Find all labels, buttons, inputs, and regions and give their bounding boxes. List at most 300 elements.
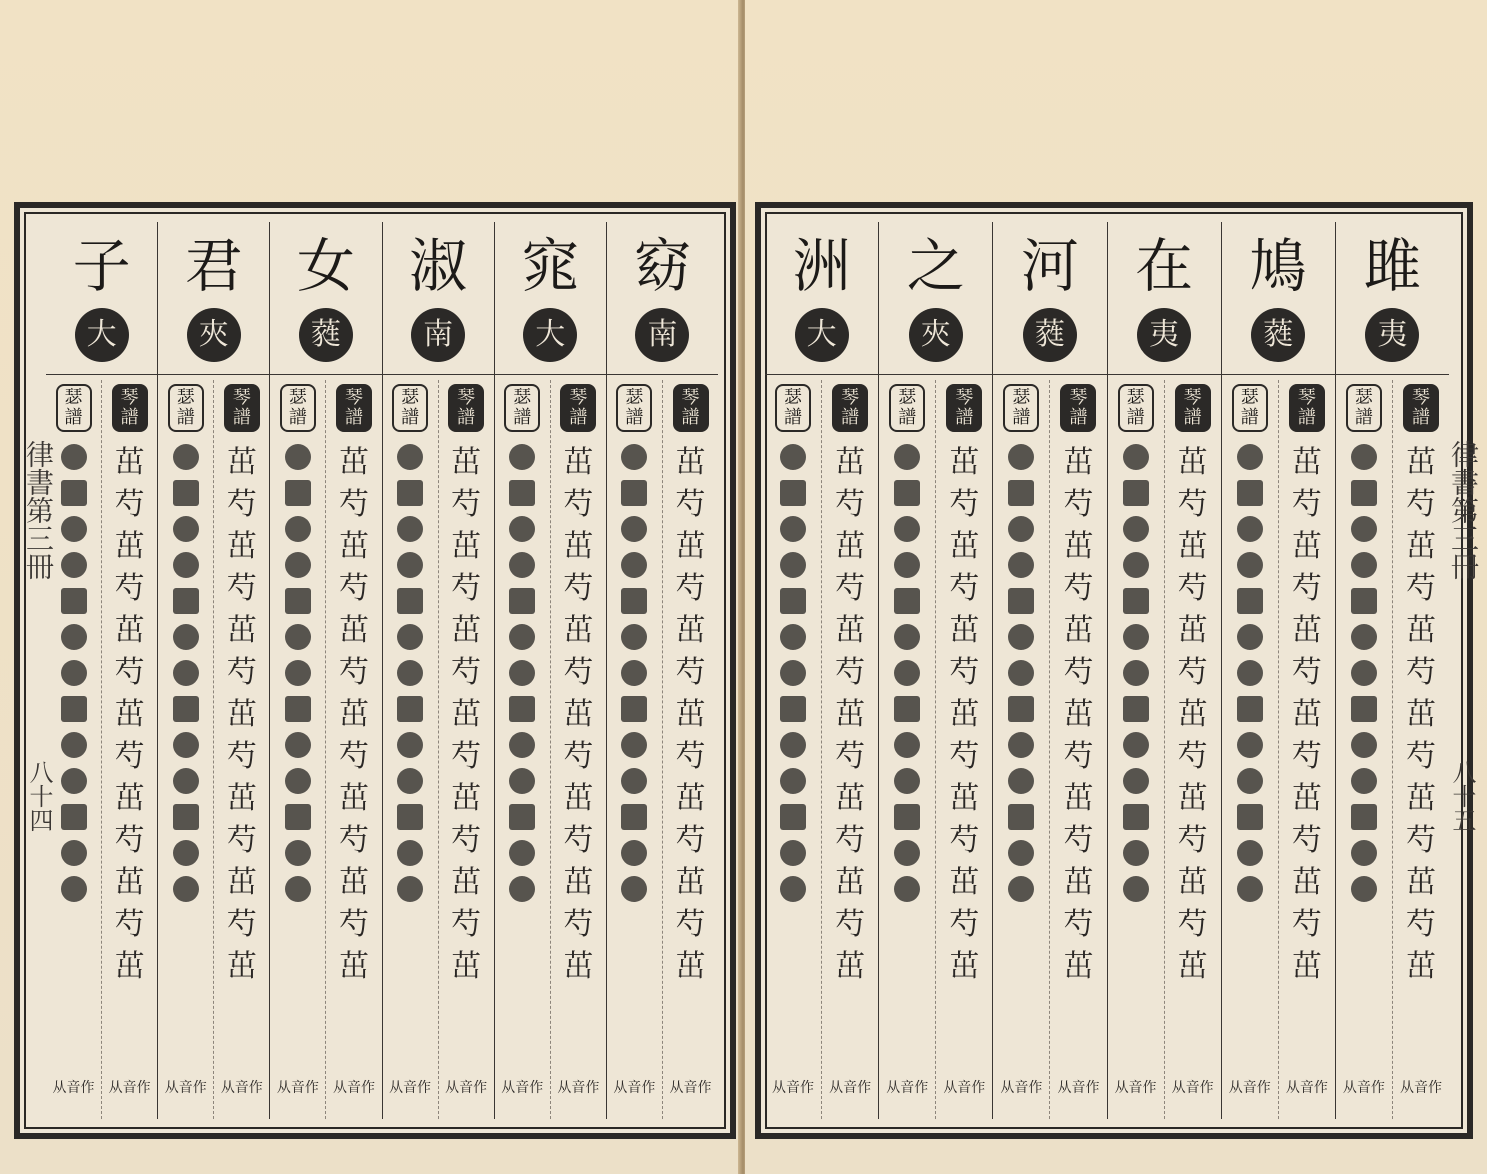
tablature-glyphs [822,444,878,986]
tablature-glyph: 芍 [949,487,980,522]
pitch-mark [1008,804,1034,830]
tablature-glyph: 芍 [835,655,866,690]
footer-mark: 从音作 [501,1080,544,1096]
tablature-glyph: 茁 [835,613,866,648]
pitch-mark [1123,876,1149,902]
right-page [745,0,1487,1174]
tablature-glyph: 茁 [338,529,369,564]
pitch-mark [509,624,535,650]
pitch-note-circle: 大 [75,308,129,362]
tablature-glyph: 芍 [949,823,980,858]
tablature-glyph: 芍 [1063,655,1094,690]
qin-score-badge: 琴譜 [448,384,484,432]
footer-mark: 从音作 [445,1080,488,1096]
tablature-glyph: 芍 [1406,655,1436,690]
tablature-glyphs [326,444,381,986]
tablature-glyph: 芍 [1291,487,1322,522]
pitch-mark [621,696,647,722]
pitch-mark [780,732,806,758]
tablature-glyph: 茁 [114,445,145,480]
se-lane [495,380,551,1119]
pitch-mark [509,876,535,902]
pitch-mark [1351,732,1377,758]
pitch-mark [780,516,806,542]
tablature-glyph: 茁 [451,781,482,816]
tablature-glyph: 茁 [835,697,866,732]
tablature-glyph: 茁 [338,949,369,984]
qin-lane [551,380,606,1119]
notation-lanes [1108,380,1221,1119]
pitch-mark [1351,444,1377,470]
pitch-mark [1351,552,1377,578]
pitch-mark [173,804,199,830]
pitch-mark [1008,732,1034,758]
pitch-marks [158,444,213,902]
notation-lanes [1336,380,1449,1119]
se-lane [993,380,1050,1119]
pitch-mark [1351,624,1377,650]
tablature-glyph: 芍 [226,907,257,942]
tablature-glyph: 茁 [1291,613,1322,648]
pitch-note-circle: 夷 [1365,308,1419,362]
pitch-marks [1222,444,1278,902]
tablature-glyph: 茁 [563,949,594,984]
qin-lane [326,380,381,1119]
qin-lane [1050,380,1106,1119]
footer-mark: 从音作 [1342,1080,1385,1096]
pitch-mark [894,516,920,542]
left-columns [46,222,718,1119]
se-lane [765,380,822,1119]
pitch-mark [509,732,535,758]
notation-lanes [1222,380,1335,1119]
pitch-mark [1123,732,1149,758]
tablature-glyph: 茁 [338,697,369,732]
tablature-glyph: 茁 [1177,781,1208,816]
tablature-glyph: 茁 [835,781,866,816]
tablature-glyph: 芍 [835,907,866,942]
tablature-glyph: 芍 [1177,739,1208,774]
pitch-mark [509,444,535,470]
notation-lanes [158,380,269,1119]
pitch-note-circle: 夾 [909,308,963,362]
footer-mark: 从音作 [389,1080,432,1096]
notation-lanes [495,380,606,1119]
right-columns [765,222,1449,1119]
left-side-label: 律書第三冊 [22,440,55,580]
pitch-mark [397,516,423,542]
pitch-mark [894,480,920,506]
pitch-mark [621,444,647,470]
se-score-badge: 瑟譜 [1346,384,1382,432]
pitch-note-circle: 南 [635,308,689,362]
tablature-glyph: 芍 [563,571,594,606]
music-column [158,222,270,1119]
pitch-mark [173,840,199,866]
pitch-mark [780,588,806,614]
pitch-mark [1008,552,1034,578]
pitch-mark [1123,660,1149,686]
pitch-mark [173,624,199,650]
pitch-mark [285,444,311,470]
qin-score-badge: 琴譜 [1060,384,1096,432]
se-score-badge: 瑟譜 [168,384,204,432]
tablature-glyph: 茁 [835,865,866,900]
se-lane [270,380,326,1119]
tablature-glyph: 茁 [949,445,980,480]
pitch-mark [894,588,920,614]
header-separator [765,374,878,375]
se-score-badge: 瑟譜 [889,384,925,432]
lyric-character: 窕 [521,232,580,300]
tablature-glyph: 芍 [675,907,706,942]
qin-lane [936,380,992,1119]
tablature-glyph: 茁 [226,529,257,564]
pitch-mark [61,804,87,830]
pitch-mark [173,660,199,686]
tablature-glyph: 芍 [1406,739,1436,774]
tablature-glyph: 茁 [1177,445,1208,480]
tablature-glyph: 茁 [1406,697,1436,732]
footer-mark: 从音作 [1171,1080,1214,1096]
footer-mark: 从音作 [1000,1080,1043,1096]
tablature-glyph: 茁 [226,865,257,900]
pitch-mark [1008,516,1034,542]
pitch-mark [894,624,920,650]
tablature-glyph: 茁 [226,781,257,816]
pitch-note-circle: 夷 [1137,308,1191,362]
tablature-glyph: 茁 [1063,781,1094,816]
tablature-glyph: 茁 [835,949,866,984]
pitch-mark [894,768,920,794]
pitch-mark [1123,804,1149,830]
pitch-mark [509,804,535,830]
pitch-mark [397,444,423,470]
se-score-badge: 瑟譜 [775,384,811,432]
tablature-glyph: 茁 [338,613,369,648]
tablature-glyph: 芍 [949,907,980,942]
pitch-mark [1008,696,1034,722]
pitch-mark [780,624,806,650]
tablature-glyph: 茁 [949,529,980,564]
footer-mark: 从音作 [1057,1080,1100,1096]
left-frame [14,202,736,1139]
tablature-glyph: 芍 [563,907,594,942]
pitch-mark [61,840,87,866]
right-side-label: 律書第三冊 [1447,440,1480,580]
tablature-glyph: 芍 [451,823,482,858]
header-separator [1336,374,1449,375]
pitch-mark [780,876,806,902]
qin-score-badge: 琴譜 [560,384,596,432]
tablature-glyph: 芍 [1291,571,1322,606]
pitch-mark [285,480,311,506]
lyric-character: 鳩 [1249,232,1308,300]
tablature-glyph: 芍 [451,655,482,690]
tablature-glyph: 茁 [114,613,145,648]
tablature-glyph: 芍 [1406,907,1436,942]
tablature-glyph: 芍 [675,487,706,522]
pitch-mark [285,588,311,614]
tablature-glyph: 茁 [1177,697,1208,732]
se-lane [1108,380,1165,1119]
pitch-mark [397,804,423,830]
footer-mark: 从音作 [943,1080,986,1096]
pitch-mark [285,696,311,722]
notation-lanes [383,380,494,1119]
pitch-mark [1351,516,1377,542]
music-column [1108,222,1222,1119]
qin-lane [102,380,157,1119]
qin-lane [663,380,718,1119]
tablature-glyph: 茁 [1177,949,1208,984]
se-score-badge: 瑟譜 [504,384,540,432]
tablature-glyph: 茁 [451,697,482,732]
pitch-mark [1237,516,1263,542]
tablature-glyph: 茁 [226,949,257,984]
qin-lane [822,380,878,1119]
pitch-marks [993,444,1049,902]
tablature-glyph: 芍 [563,823,594,858]
tablature-glyph: 芍 [675,571,706,606]
pitch-mark [894,696,920,722]
pitch-mark [61,444,87,470]
qin-score-badge: 琴譜 [832,384,868,432]
pitch-mark [1237,840,1263,866]
pitch-mark [621,732,647,758]
pitch-mark [509,696,535,722]
tablature-glyph: 芍 [835,823,866,858]
pitch-mark [1123,480,1149,506]
pitch-mark [780,480,806,506]
pitch-mark [621,588,647,614]
tablature-glyph: 茁 [1177,613,1208,648]
tablature-glyph: 茁 [226,613,257,648]
pitch-mark [780,768,806,794]
pitch-mark [173,732,199,758]
pitch-mark [780,804,806,830]
pitch-mark [780,660,806,686]
notation-lanes [765,380,878,1119]
tablature-glyph: 芍 [1291,907,1322,942]
qin-score-badge: 琴譜 [336,384,372,432]
header-separator [495,374,606,375]
lyric-character: 之 [906,232,965,300]
tablature-glyph: 茁 [949,949,980,984]
qin-lane [1279,380,1335,1119]
lyric-character: 子 [72,232,131,300]
music-column [1336,222,1449,1119]
se-score-badge: 瑟譜 [56,384,92,432]
pitch-mark [1008,660,1034,686]
tablature-glyph: 茁 [1177,529,1208,564]
pitch-mark [1123,444,1149,470]
pitch-mark [1008,624,1034,650]
se-score-badge: 瑟譜 [616,384,652,432]
tablature-glyph: 茁 [451,445,482,480]
pitch-mark [509,552,535,578]
pitch-mark [173,768,199,794]
tablature-glyph: 茁 [1063,697,1094,732]
tablature-glyph: 茁 [1406,445,1436,480]
pitch-mark [1008,768,1034,794]
tablature-glyph: 芍 [451,487,482,522]
tablature-glyph: 茁 [226,445,257,480]
tablature-glyph: 茁 [1406,529,1436,564]
tablature-glyph: 茁 [451,529,482,564]
pitch-mark [1237,660,1263,686]
tablature-glyph: 芍 [226,487,257,522]
pitch-mark [397,624,423,650]
pitch-mark [1008,480,1034,506]
footer-mark: 从音作 [108,1080,151,1096]
qin-score-badge: 琴譜 [1289,384,1325,432]
music-column [1222,222,1336,1119]
music-column [495,222,607,1119]
tablature-glyph: 芍 [226,823,257,858]
pitch-mark [1123,840,1149,866]
footer-mark: 从音作 [220,1080,263,1096]
tablature-glyphs [551,444,606,986]
pitch-mark [894,552,920,578]
footer-mark: 从音作 [669,1080,712,1096]
pitch-mark [621,624,647,650]
left-page [0,0,740,1174]
footer-mark: 从音作 [886,1080,929,1096]
music-column [993,222,1107,1119]
pitch-mark [1351,876,1377,902]
tablature-glyph: 茁 [1291,865,1322,900]
tablature-glyph: 芍 [1291,823,1322,858]
tablature-glyphs [1393,444,1449,986]
tablature-glyph: 芍 [675,739,706,774]
tablature-glyph: 芍 [114,907,145,942]
pitch-mark [1123,516,1149,542]
se-score-badge: 瑟譜 [1003,384,1039,432]
tablature-glyph: 茁 [835,445,866,480]
tablature-glyph: 茁 [114,529,145,564]
pitch-mark [397,876,423,902]
tablature-glyph: 芍 [338,823,369,858]
pitch-mark [1123,696,1149,722]
pitch-mark [1123,624,1149,650]
pitch-mark [61,480,87,506]
tablature-glyph: 茁 [1063,529,1094,564]
pitch-mark [285,624,311,650]
pitch-mark [894,444,920,470]
tablature-glyph: 茁 [451,865,482,900]
pitch-mark [61,732,87,758]
header-separator [607,374,718,375]
tablature-glyphs [1050,444,1106,986]
tablature-glyph: 茁 [1291,697,1322,732]
pitch-mark [1351,480,1377,506]
tablature-glyph: 茁 [226,697,257,732]
tablature-glyph: 茁 [1063,613,1094,648]
tablature-glyph: 茁 [1063,865,1094,900]
pitch-mark [61,696,87,722]
se-lane [607,380,663,1119]
pitch-mark [1237,444,1263,470]
pitch-mark [1008,840,1034,866]
tablature-glyph: 芍 [1177,571,1208,606]
notation-lanes [46,380,157,1119]
pitch-mark [61,876,87,902]
pitch-marks [879,444,935,902]
pitch-mark [621,552,647,578]
pitch-mark [894,732,920,758]
pitch-mark [894,804,920,830]
tablature-glyph: 茁 [338,865,369,900]
footer-mark: 从音作 [829,1080,872,1096]
tablature-glyph: 芍 [114,487,145,522]
tablature-glyph: 芍 [1291,739,1322,774]
tablature-glyph: 茁 [1406,949,1436,984]
tablature-glyph: 茁 [675,865,706,900]
tablature-glyph: 茁 [563,697,594,732]
tablature-glyph: 芍 [1406,823,1436,858]
footer-mark: 从音作 [1228,1080,1271,1096]
tablature-glyph: 茁 [1406,865,1436,900]
tablature-glyphs [102,444,157,986]
tablature-glyph: 芍 [338,907,369,942]
footer-mark: 从音作 [52,1080,95,1096]
pitch-mark [173,696,199,722]
tablature-glyph: 芍 [1063,487,1094,522]
pitch-marks [607,444,662,902]
tablature-glyph: 芍 [1177,655,1208,690]
pitch-mark [509,768,535,794]
pitch-mark [780,696,806,722]
tablature-glyph: 茁 [114,865,145,900]
pitch-note-circle: 夾 [187,308,241,362]
se-score-badge: 瑟譜 [1118,384,1154,432]
tablature-glyph: 茁 [949,865,980,900]
tablature-glyph: 茁 [338,781,369,816]
tablature-glyph: 芍 [949,655,980,690]
header-separator [158,374,269,375]
notation-lanes [879,380,992,1119]
tablature-glyph: 芍 [451,907,482,942]
pitch-mark [1351,804,1377,830]
qin-lane [214,380,269,1119]
pitch-mark [1237,732,1263,758]
pitch-mark [1351,660,1377,686]
pitch-mark [1237,768,1263,794]
tablature-glyph: 茁 [563,613,594,648]
pitch-mark [1237,588,1263,614]
header-separator [383,374,494,375]
se-lane [879,380,936,1119]
pitch-mark [1237,696,1263,722]
tablature-glyph: 茁 [675,781,706,816]
tablature-glyph: 茁 [451,949,482,984]
tablature-glyph: 茁 [675,949,706,984]
tablature-glyphs [439,444,494,986]
right-frame [755,202,1473,1139]
pitch-marks [495,444,550,902]
tablature-glyph: 芍 [949,739,980,774]
pitch-mark [1351,696,1377,722]
lyric-character: 在 [1135,232,1194,300]
tablature-glyph: 芍 [226,571,257,606]
pitch-mark [1237,552,1263,578]
tablature-glyph: 芍 [338,571,369,606]
tablature-glyph: 茁 [835,529,866,564]
tablature-glyph: 芍 [563,487,594,522]
pitch-mark [173,876,199,902]
pitch-mark [397,768,423,794]
